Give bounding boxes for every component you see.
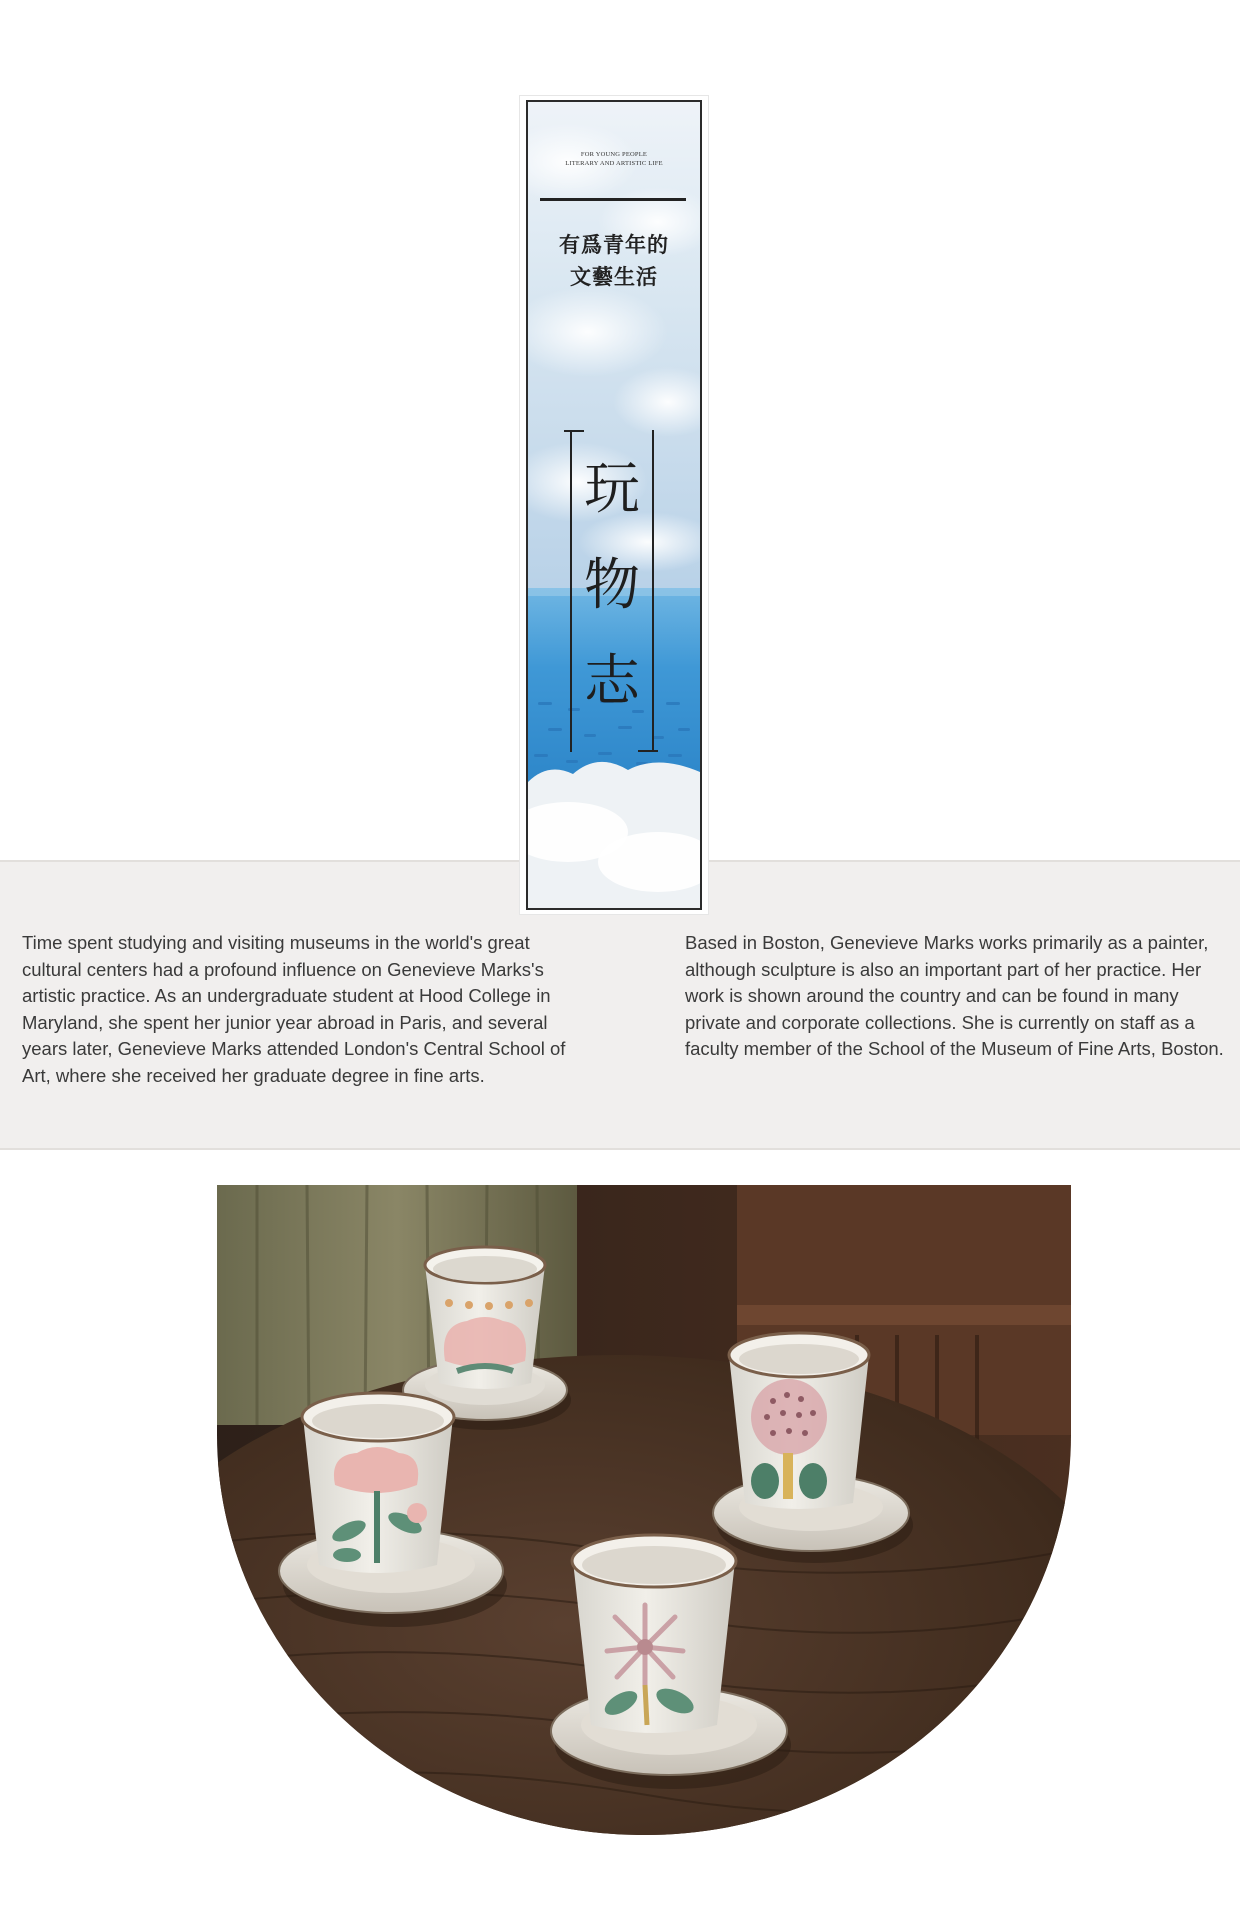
tagline-line-2: LITERARY AND ARTISTIC LIFE bbox=[565, 160, 663, 167]
chinese-subtitle-line-2: 文藝生活 bbox=[570, 264, 658, 289]
product-photo bbox=[217, 1185, 1071, 1835]
band-right-paragraph: Based in Boston, Genevieve Marks works primarily as a painter, although sculpture is also an important part of her practice. Her work is shown around the country and can be found in many private and corporate collections. She is currently on staff as a faculty member of the School of the Museum of Fine Arts, Boston. bbox=[685, 932, 1224, 1060]
band-left-paragraph: Time spent studying and visiting museums in the world's great cultural centers had a profound influence on Genevieve Marks's artistic practice. As an undergraduate student at Hood College in Maryland, she spent her junior year abroad in Paris, and several years later, Genevieve Marks attended London's Central School of Art, where she received her graduate degree in fine arts. bbox=[22, 932, 566, 1086]
poster-banner bbox=[526, 100, 702, 910]
tagline-line-1: FOR YOUNG PEOPLE bbox=[580, 151, 648, 158]
chinese-subtitle-line-1: 有爲青年的 bbox=[559, 232, 669, 257]
band-bottom-divider bbox=[0, 1148, 1240, 1150]
title-char-2: 物 bbox=[584, 553, 640, 618]
title-char-1: 玩 bbox=[584, 457, 640, 522]
english-tagline bbox=[528, 150, 700, 168]
tagline-divider bbox=[540, 198, 686, 201]
title-char-3: 志 bbox=[584, 649, 640, 714]
teacups-on-table-illustration bbox=[217, 1185, 1071, 1835]
